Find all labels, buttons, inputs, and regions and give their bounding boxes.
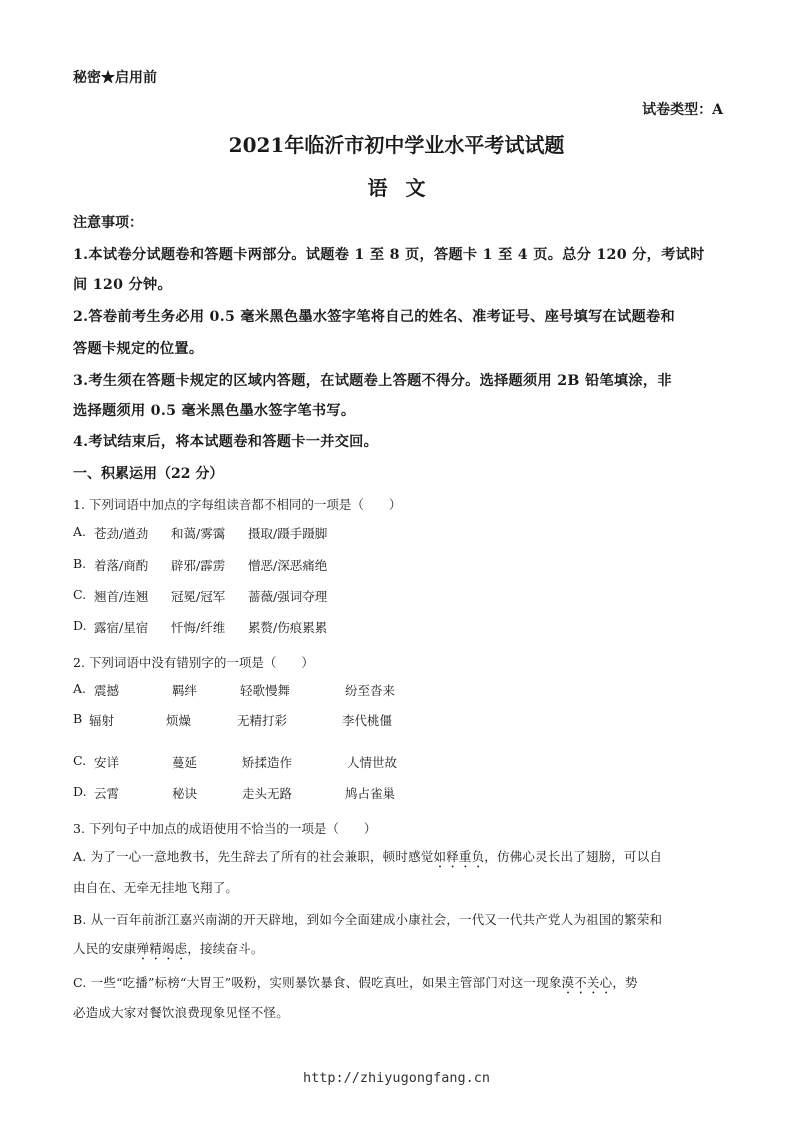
option-label: B. xyxy=(73,556,87,571)
option-word: 无精打彩 xyxy=(237,713,288,728)
option-word: 震撼 xyxy=(94,683,120,698)
option-text: A. 为了一心一意地教书，先生辞去了所有的社会兼职，顿时感觉 xyxy=(73,849,434,864)
dotted-idiom: 殚精竭虑 xyxy=(136,941,188,956)
option-word: 秘诀 xyxy=(172,786,198,801)
notice-line: 1.本试卷分试题卷和答题卡两部分。试题卷 1 至 8 页，答题卡 1 至 4 页。总分 120 分，考试时 xyxy=(73,247,705,263)
secret-label: 秘密★启用前 xyxy=(73,70,157,86)
option-word: 辐射 xyxy=(89,713,115,728)
option-word: 鸠占雀巢 xyxy=(345,786,396,801)
option-word: 云霄 xyxy=(94,786,120,801)
notice-heading: 注意事项： xyxy=(73,215,143,231)
option-word: 着落/商酌 xyxy=(94,558,149,573)
option-word: 轻歌慢舞 xyxy=(240,683,291,698)
question-1-stem: 1. 下列词语中加点的字每组读音都不相同的一项是（ ） xyxy=(73,497,402,512)
option-word: 羁绊 xyxy=(172,683,198,698)
option-word: 李代桃僵 xyxy=(342,713,393,728)
option-text: C. 一些“吃播”标榜“大胃王”吸粉，实则暴饮暴食、假吃真吐，如果主管部门对这一现象 xyxy=(73,975,562,990)
question-3-option-a xyxy=(73,847,662,871)
option-label: A. xyxy=(73,524,87,539)
notice-line: 选择题须用 0.5 毫米黑色墨水签字笔书写。 xyxy=(73,403,356,419)
option-label: C. xyxy=(73,587,87,602)
option-label: A. xyxy=(73,681,87,696)
paper-type-label: 试卷类型：A xyxy=(642,102,723,118)
option-word: 苍劲/遒劲 xyxy=(94,526,149,541)
option-word: 蔷薇/强词夺理 xyxy=(248,589,328,604)
option-word: 憎恶/深恶痛绝 xyxy=(248,558,328,573)
option-text xyxy=(73,939,264,963)
option-text: ，仿佛心灵长出了翅膀，可以自 xyxy=(484,849,663,864)
question-3-option-b: B. 从一百年前浙江嘉兴南湖的开天辟地，到如今全面建成小康社会，一代又一代共产党人为祖国的繁荣和 xyxy=(73,912,663,927)
option-text: ，接续奋斗。 xyxy=(187,941,264,956)
notice-line: 答题卡规定的位置。 xyxy=(73,341,204,357)
option-word: 辟邪/霹雳 xyxy=(171,558,226,573)
option-label: C. xyxy=(73,753,87,768)
option-label: D. xyxy=(73,784,87,799)
page-title: 2021年临沂市初中学业水平考试试题 xyxy=(228,133,565,157)
option-text: ，势 xyxy=(612,975,638,990)
dotted-idiom: 漠不关心 xyxy=(561,975,613,990)
option-text: 必造成大家对餐饮浪费现象见怪不怪。 xyxy=(73,1005,289,1020)
notice-line: 3.考生须在答题卡规定的区域内答题，在试题卷上答题不得分。选择题须用 2B 铅笔填涂，非 xyxy=(73,373,672,389)
option-word: 露宿/星宿 xyxy=(94,620,149,635)
question-3-stem: 3. 下列句子中加点的成语使用不恰当的一项是（ ） xyxy=(73,821,377,836)
option-word: 安详 xyxy=(94,755,120,770)
option-word: 冠冕/冠军 xyxy=(171,589,226,604)
option-label: D. xyxy=(73,618,87,633)
footer-url: http://zhiyugongfang.cn xyxy=(303,1070,490,1086)
option-word: 累赘/伤痕累累 xyxy=(248,620,328,635)
section-heading: 一、积累运用（22 分） xyxy=(73,466,224,482)
option-word: 翘首/连翘 xyxy=(94,589,149,604)
subject-title: 语文 xyxy=(367,176,444,200)
option-text: 人民的安康 xyxy=(73,941,137,956)
notice-line: 4.考试结束后，将本试题卷和答题卡一并交回。 xyxy=(73,434,379,450)
option-word: 走头无路 xyxy=(242,786,293,801)
dotted-idiom: 如释重负 xyxy=(433,849,485,864)
option-word: 烦燥 xyxy=(166,713,192,728)
option-word: 矫揉造作 xyxy=(242,755,293,770)
option-word: 忏悔/纤维 xyxy=(171,620,226,635)
option-word: 人情世故 xyxy=(347,755,398,770)
option-word: 纷至沓来 xyxy=(345,683,396,698)
option-text: 由自在、无牵无挂地飞翔了。 xyxy=(73,880,239,895)
notice-line: 间 120 分钟。 xyxy=(73,277,172,293)
option-word: 摄取/蹑手蹑脚 xyxy=(248,526,328,541)
option-word: 蔓延 xyxy=(172,755,198,770)
option-word: 和蔼/雾霭 xyxy=(171,526,226,541)
question-2-stem: 2. 下列词语中没有错别字的一项是（ ） xyxy=(73,655,314,670)
question-3-option-c xyxy=(73,973,638,997)
notice-line: 2.答卷前考生务必用 0.5 毫米黑色墨水签字笔将自己的姓名、准考证号、座号填写在试题卷和 xyxy=(73,309,675,325)
option-label: B xyxy=(73,711,83,726)
